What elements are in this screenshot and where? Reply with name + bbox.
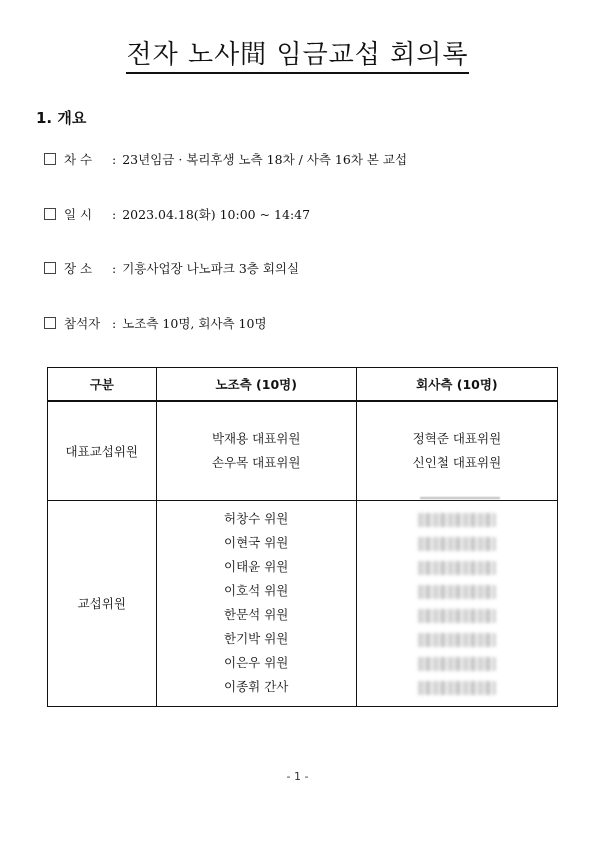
redacted-name — [418, 633, 496, 647]
member-name: 박재용 대표위원 — [211, 430, 301, 446]
member-name: 이종휘 간사 — [224, 679, 289, 694]
company-cell — [356, 401, 557, 500]
redacted-name — [418, 609, 496, 623]
table-header-row — [48, 368, 558, 402]
member-name: 한기박 위원 — [224, 631, 289, 646]
header-category: 구분 — [48, 368, 157, 402]
checkbox-icon — [44, 262, 56, 274]
header-union: 노조측 (10명) — [156, 368, 356, 402]
checkbox-icon — [44, 317, 56, 329]
member-name: 허창수 위원 — [224, 511, 289, 526]
overview-row-session: 차 수 : 23년임금 · 복리후생 노측 18차 / 사측 16차 본 교섭 — [44, 150, 407, 168]
member-name: 한문석 위원 — [224, 607, 289, 622]
member-name: 손우목 대표위원 — [211, 454, 301, 470]
checkbox-icon — [44, 153, 56, 165]
overview-row-datetime: 일 시 : 2023.04.18(화) 10:00 ~ 14:47 — [44, 205, 310, 223]
redacted-name — [418, 657, 496, 671]
company-cell-redacted — [356, 500, 557, 706]
redacted-name — [418, 585, 496, 599]
redaction-mark — [420, 497, 500, 499]
overview-label: 장 소 — [64, 261, 93, 276]
category-cell: 교섭위원 — [48, 500, 157, 706]
table-row — [48, 500, 558, 706]
overview-value: 23년임금 · 복리후생 노측 18차 / 사측 16차 본 교섭 — [122, 152, 408, 167]
overview-row-location: 장 소 : 기흥사업장 나노파크 3층 회의실 — [44, 259, 299, 277]
overview-value: 노조측 10명, 회사측 10명 — [122, 316, 267, 331]
overview-label: 일 시 — [64, 207, 93, 222]
redacted-name — [418, 681, 496, 695]
attendee-table — [47, 367, 558, 707]
redacted-name — [418, 561, 496, 575]
union-cell — [156, 401, 356, 500]
member-name: 정혁준 대표위원 — [412, 430, 502, 446]
member-name: 이태윤 위원 — [224, 559, 289, 574]
overview-value: 2023.04.18(화) 10:00 ~ 14:47 — [122, 207, 311, 222]
document-title: 전자 노사間 임금교섭 회의록 — [0, 34, 595, 71]
member-name: 이은우 위원 — [224, 655, 289, 670]
section-heading: 1. 개요 — [36, 109, 87, 127]
member-name: 이호석 위원 — [224, 583, 289, 598]
union-cell — [156, 500, 356, 706]
overview-value: 기흥사업장 나노파크 3층 회의실 — [122, 261, 300, 276]
page-number: - 1 - — [286, 770, 309, 783]
checkbox-icon — [44, 208, 56, 220]
category-cell: 대표교섭위원 — [48, 401, 157, 500]
header-company: 회사측 (10명) — [356, 368, 557, 402]
redacted-name — [418, 513, 496, 527]
member-name: 신인철 대표위원 — [412, 454, 502, 470]
member-name: 이현국 위원 — [224, 535, 289, 550]
overview-label: 참석자 — [64, 316, 101, 331]
redacted-name — [418, 537, 496, 551]
overview-row-attendees: 참석자 : 노조측 10명, 회사측 10명 — [44, 314, 267, 332]
table-row — [48, 401, 558, 500]
overview-label: 차 수 — [64, 152, 93, 167]
